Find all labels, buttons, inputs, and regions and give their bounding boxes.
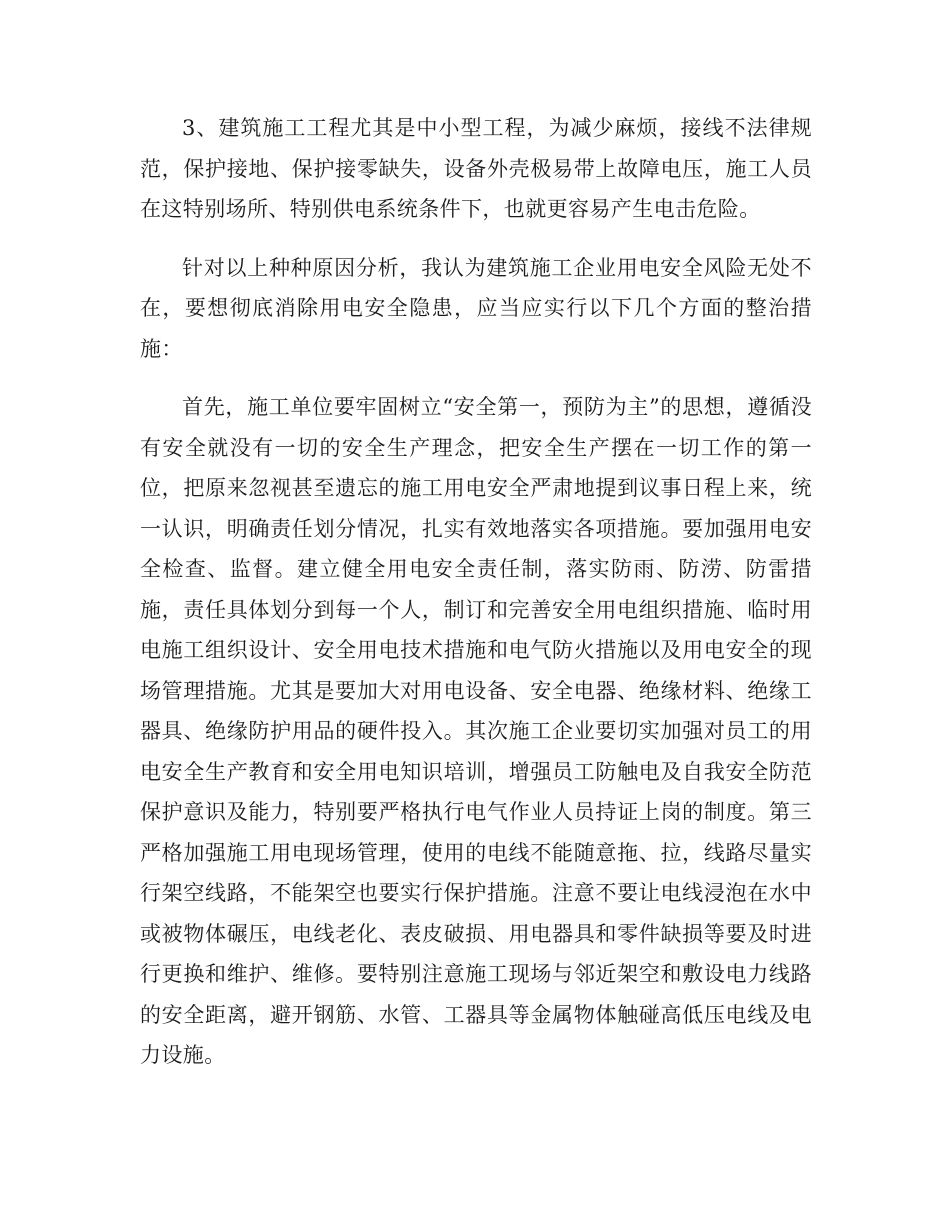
document-body — [140, 108, 812, 1094]
paragraph-analysis-summary: 针对以上种种原因分析，我认为建筑施工企业用电安全风险无处不在，要想彻底消除用电安全隐患，应当应实行以下几个方面的整治措施： — [140, 255, 812, 361]
paragraph-measures: 首先，施工单位要牢固树立“安全第一，预防为主”的思想，遵循没有安全就没有一切的安全生产理念，把安全生产摆在一切工作的第一位，把原来忽视甚至遗忘的施工用电安全严肃地提到议事日程上来，统一认识，明确责任划分情况，扎实有效地落实各项措施。要加强用电安全检查、监督。建立健全用电安全责任制，落实防雨、防涝、防雷措施，责任具体划分到每一个人，制订和完善安全用电组织措施、临时用电施工组织设计、安全用电技术措施和电气防火措施以及用电安全的现场管理措施。尤其是要加大对用电设备、安全电器、绝缘材料、绝缘工器具、绝缘防护用品的硬件投入。其次施工企业要切实加强对员工的用电安全生产教育和安全用电知识培训，增强员工防触电及自我安全防范保护意识及能力，特别要严格执行电气作业人员持证上岗的制度。第三严格加强施工用电现场管理，使用的电线不能随意拖、拉，线路尽量实行架空线路，不能架空也要实行保护措施。注意不要让电线浸泡在水中或被物体碾压，电线老化、表皮破损、用电器具和零件缺损等要及时进行更换和维护、维修。要特别注意施工现场与邻近架空和敷设电力线路的安全距离，避开钢筋、水管、工器具等金属物体触碰高低压电线及电力设施。 — [140, 395, 812, 1067]
paragraph-item-3: 3、建筑施工工程尤其是中小型工程，为减少麻烦，接线不法律规范，保护接地、保护接零缺失，设备外壳极易带上故障电压，施工人员在这特别场所、特别供电系统条件下，也就更容易产生电击危险。 — [140, 116, 812, 221]
